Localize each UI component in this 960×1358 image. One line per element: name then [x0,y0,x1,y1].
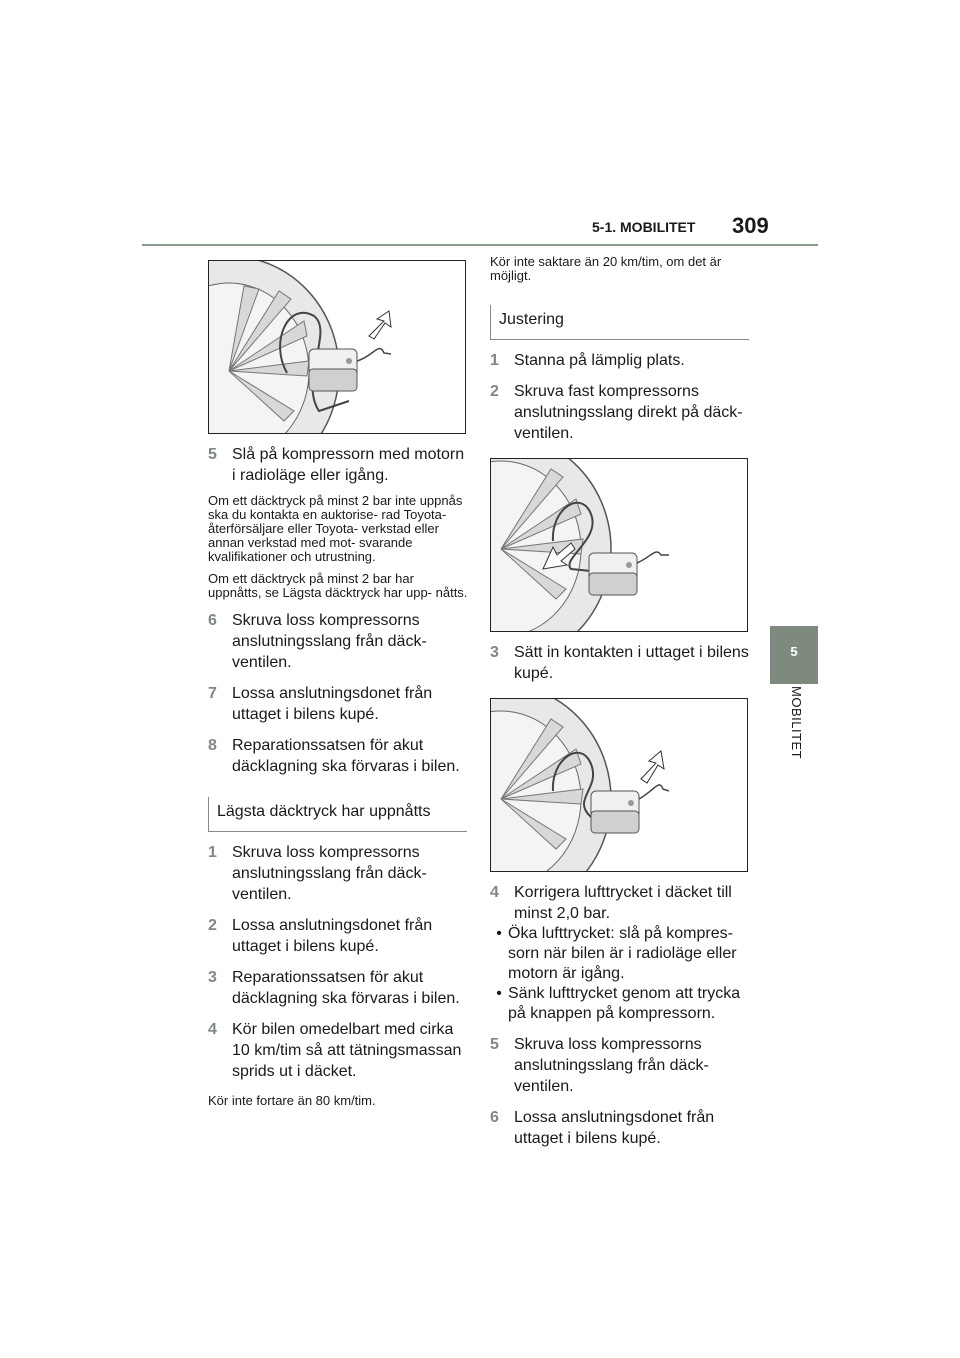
section-title: 5-1. MOBILITET [592,219,696,235]
right-column [490,255,752,1149]
page-number: 309 [732,213,769,238]
subheading-adjustment: Justering [490,305,749,340]
tire-hose-illustration [491,459,748,632]
step-6 [208,610,470,673]
step-8 [208,735,470,777]
sub-step-3 [208,967,470,1009]
step-number: 3 [208,969,217,986]
sub-step-1 [208,842,470,905]
step-text: Sätt in kontakten i uttaget i bilens kupé. [514,644,749,682]
step-text: Skruva fast kompressorns anslutningsslang direkt på däck- ventilen. [514,383,743,442]
step-number: 2 [208,917,217,934]
bullet-increase-pressure [490,924,752,984]
step-number: 3 [490,644,499,661]
sub-step-4 [208,1019,470,1082]
bullet-text: Öka lufttrycket: slå på kompres- sorn när bilen är i radioläge eller motorn är igång. [508,925,737,982]
adjust-step-2 [490,381,752,444]
adjust-step-1 [490,350,752,371]
subheading-min-pressure: Lägsta däcktryck har uppnåtts [208,797,467,832]
step-number: 1 [490,352,499,369]
chapter-label-text: MOBILITET [789,686,804,760]
step-text: Skruva loss kompressorns anslutningsslang från däck- ventilen. [232,844,427,903]
step-number: 4 [490,884,499,901]
step-number: 8 [208,737,217,754]
note-min-speed: Kör inte saktare än 20 km/tim, om det är möjligt. [490,254,722,283]
bullet-text: Sänk lufttrycket genom att trycka på knappen på kompressorn. [508,985,741,1022]
step-text: Lossa anslutningsdonet från uttaget i bilens kupé. [514,1109,715,1147]
bullet-dot: • [496,985,502,1002]
tire-compressor-illustration [209,261,466,434]
step-text: Reparationssatsen för akut däcklagning ska förvaras i bilen. [232,737,460,775]
step-text: Skruva loss kompressorns anslutningsslang från däck- ventilen. [232,612,427,671]
step-number: 1 [208,844,217,861]
adjust-step-4 [490,882,752,924]
step-text: Kör bilen omedelbart med cirka 10 km/tim så att tätningsmassan sprids ut i däcket. [232,1021,462,1080]
step-number: 7 [208,685,217,702]
chapter-tab: 5 [770,626,818,684]
step-5 [208,444,470,486]
step-7 [208,683,470,725]
note-pressure-reached: Om ett däcktryck på minst 2 bar har uppnåtts, se Lägsta däcktryck har upp- nåtts. [208,571,468,600]
illustration-compressor-connected [490,698,748,872]
step-number: 2 [490,383,499,400]
step-text: Slå på kompressorn med motorn i radioläge eller igång. [232,446,465,484]
chapter-label [778,686,814,786]
bullet-decrease-pressure [490,984,752,1024]
step-number: 5 [490,1036,499,1053]
step-text: Korrigera lufttrycket i däcket till minst 2,0 bar. [514,884,732,922]
note-max-speed: Kör inte fortare än 80 km/tim. [208,1093,376,1108]
sub-step-2 [208,915,470,957]
step-text: Lossa anslutningsdonet från uttaget i bilens kupé. [232,685,433,723]
adjust-step-6 [490,1107,752,1149]
note-pressure-not-reached: Om ett däcktryck på minst 2 bar inte uppnås ska du kontakta en auktorise- rad Toyota-återförsäljare eller Toyota- verkstad eller annan verkstad med mot- svarande kvalifikationer och utrustning. [208,493,463,564]
step-number: 6 [208,612,217,629]
left-column [208,260,470,1108]
adjust-step-5 [490,1034,752,1097]
illustration-hose-on-valve [490,458,748,632]
step-number: 4 [208,1021,217,1038]
adjust-step-3 [490,642,752,684]
step-number: 5 [208,446,217,463]
step-text: Lossa anslutningsdonet från uttaget i bilens kupé. [232,917,433,955]
tire-compressor-connected-illustration [491,699,748,872]
bullet-dot: • [496,925,502,942]
step-text: Skruva loss kompressorns anslutningsslang från däck- ventilen. [514,1036,709,1095]
header-divider [142,244,818,246]
illustration-compressor-off [208,260,466,434]
step-text: Stanna på lämplig plats. [514,352,685,369]
step-number: 6 [490,1109,499,1126]
step-text: Reparationssatsen för akut däcklagning ska förvaras i bilen. [232,969,460,1007]
